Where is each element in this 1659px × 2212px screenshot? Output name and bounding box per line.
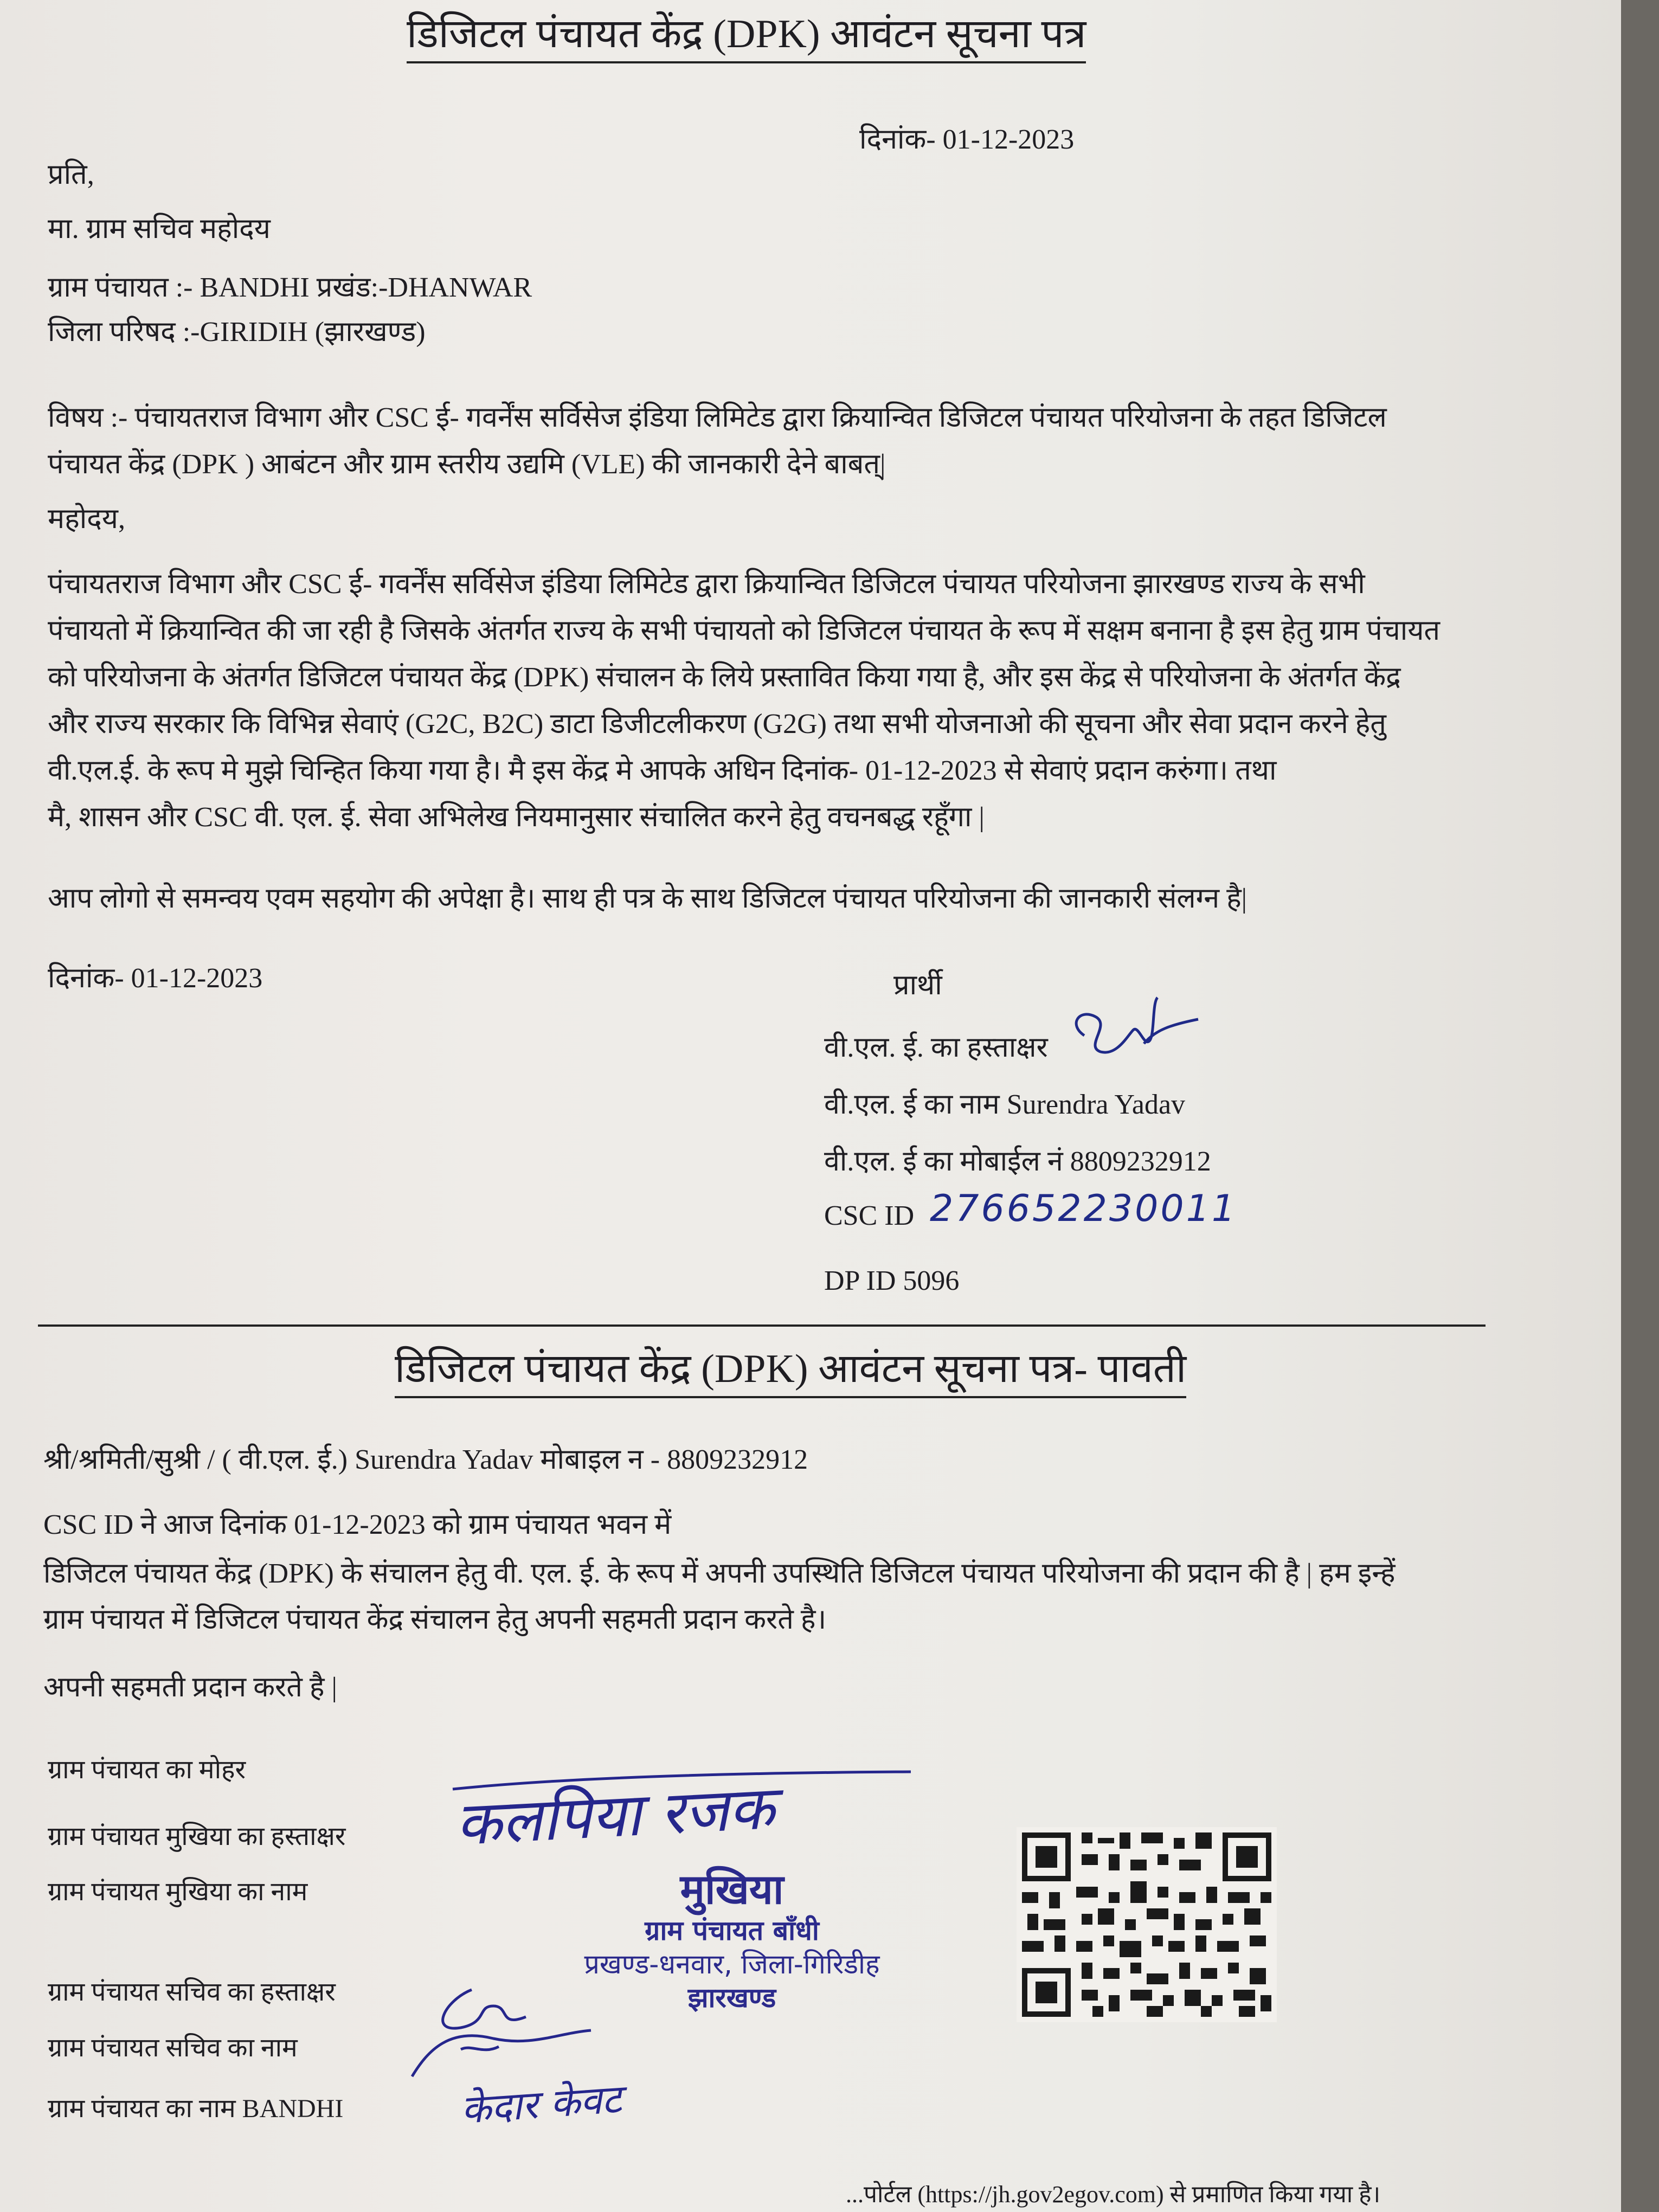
mukhiya-name-label: ग्राम पंचायत मुखिया का नाम bbox=[48, 1877, 308, 1906]
subject-line: विषय :- पंचायतराज विभाग और CSC ई- गवर्नेंस सर्विसेज इंडिया लिमिटेड द्वारा क्रियान्वित डिजिटल पंचायत परियोजना के तहत डिजिटल bbox=[48, 402, 1387, 433]
receipt-line-1: श्री/श्रमिती/सुश्री / ( वी.एल. ई.) Surendra Yadav मोबाइल न - 8809232912 bbox=[43, 1444, 808, 1475]
applicant-label: प्रार्थी bbox=[893, 970, 942, 1001]
page-title: डिजिटल पंचायत केंद्र (DPK) आवंटन सूचना पत्र bbox=[407, 4, 1086, 63]
salutation: महोदय, bbox=[48, 504, 125, 535]
date-bottom: दिनांक- 01-12-2023 bbox=[48, 963, 263, 994]
mukhiya-signature: कलपिया रजक bbox=[454, 1772, 776, 1859]
qr-code bbox=[1017, 1827, 1277, 2022]
district-line: जिला परिषद :-GIRIDIH (झारखण्ड) bbox=[48, 317, 426, 348]
sachiv-sign-label: ग्राम पंचायत सचिव का हस्ताक्षर bbox=[48, 1978, 336, 2007]
seal-label: ग्राम पंचायत का मोहर bbox=[48, 1756, 246, 1784]
stamp-line-4: झारखण्ड bbox=[687, 1982, 776, 2014]
panchayat-name: ग्राम पंचायत का नाम BANDHI bbox=[48, 2094, 344, 2123]
vle-signature bbox=[1063, 992, 1209, 1073]
stamp-line-3: प्रखण्ड-धनवार, जिला-गिरिडीह bbox=[584, 1949, 880, 1980]
vle-sign-label: वी.एल. ई. का हस्ताक्षर bbox=[824, 1032, 1048, 1063]
date-top: दिनांक- 01-12-2023 bbox=[859, 124, 1075, 155]
sachiv-name-handwritten: केदार केवट bbox=[459, 2075, 623, 2133]
body-line: को परियोजना के अंतर्गत डिजिटल पंचायत केंद्र (DPK) संचालन के लिये प्रस्तावित किया गया है, और इस केंद्र से परियोजना के अंतर्गत केंद्र bbox=[48, 662, 1401, 693]
vle-name: वी.एल. ई का नाम Surendra Yadav bbox=[824, 1089, 1186, 1120]
receipt-line-5: अपनी सहमती प्रदान करते है | bbox=[43, 1672, 337, 1703]
csc-id-label: CSC ID bbox=[824, 1200, 915, 1231]
sachiv-name-label: ग्राम पंचायत सचिव का नाम bbox=[48, 2034, 298, 2062]
body-line: और राज्य सरकार कि विभिन्न सेवाएं (G2C, B2C) डाटा डिजीटलीकरण (G2G) तथा सभी योजनाओ की सूचना और सेवा प्रदान करने हेतु bbox=[48, 709, 1386, 740]
dp-id: DP ID 5096 bbox=[824, 1265, 960, 1296]
body-paragraph bbox=[48, 561, 1440, 841]
receipt-line-2: CSC ID ने आज दिनांक 01-12-2023 को ग्राम पंचायत भवन में bbox=[43, 1509, 672, 1540]
receipt-line-4: ग्राम पंचायत में डिजिटल पंचायत केंद्र संचालन हेतु अपनी सहमती प्रदान करते है। bbox=[43, 1604, 827, 1635]
mukhiya-sign-label: ग्राम पंचायत मुखिया का हस्ताक्षर bbox=[48, 1822, 346, 1851]
gram-panchayat-line: ग्राम पंचायत :- BANDHI प्रखंड:-DHANWAR bbox=[48, 272, 532, 303]
prati: प्रति, bbox=[48, 159, 94, 190]
table-edge bbox=[1621, 0, 1659, 2212]
addressee: मा. ग्राम सचिव महोदय bbox=[48, 214, 271, 245]
mukhiya-signature-line bbox=[450, 1767, 916, 1800]
footer-note: ...पोर्टल (https://jh.gov2egov.com) से प्रमाणित किया गया है। bbox=[846, 2181, 1381, 2208]
receipt-title: डिजिटल पंचायत केंद्र (DPK) आवंटन सूचना पत्र- पावती bbox=[395, 1339, 1186, 1398]
csc-id-handwritten: 276652230011 bbox=[930, 1187, 1238, 1230]
cooperation-line: आप लोगो से समन्वय एवम सहयोग की अपेक्षा है। साथ ही पत्र के साथ डिजिटल पंचायत परियोजना की जानकारी संलग्न है| bbox=[48, 883, 1248, 914]
subject-block bbox=[48, 395, 1387, 488]
body-line: पंचायतराज विभाग और CSC ई- गवर्नेंस सर्विसेज इंडिया लिमिटेड द्वारा क्रियान्वित डिजिटल पंचायत परियोजना झारखण्ड राज्य के सभी bbox=[48, 569, 1365, 600]
stamp-line-1: मुखिया bbox=[680, 1865, 784, 1913]
body-line: वी.एल.ई. के रूप मे मुझे चिन्हित किया गया है। मै इस केंद्र मे आपके अधिन दिनांक- 01-12-2023 से सेवाएं प्रदान करुंगा। तथा bbox=[48, 755, 1277, 786]
section-divider bbox=[38, 1324, 1486, 1327]
receipt-line-3: डिजिटल पंचायत केंद्र (DPK) के संचालन हेतु वी. एल. ई. के रूप में अपनी उपस्थिति डिजिटल पंचायत परियोजना की प्रदान की है | हम इन्हें bbox=[43, 1558, 1396, 1589]
vle-mobile: वी.एल. ई का मोबाईल नं 8809232912 bbox=[824, 1146, 1211, 1177]
body-line: पंचायतो में क्रियान्वित की जा रही है जिसके अंतर्गत राज्य के सभी पंचायतो को डिजिटल पंचायत के रूप में सक्षम बनाना है इस हेतु ग्राम पंचायत bbox=[48, 615, 1441, 646]
body-line: मै, शासन और CSC वी. एल. ई. सेवा अभिलेख नियमानुसार संचालित करने हेतु वचनबद्ध रहूँगा | bbox=[48, 802, 985, 833]
stamp-line-2: ग्राम पंचायत बाँधी bbox=[645, 1915, 819, 1946]
sachiv-signature-scribble bbox=[396, 1984, 623, 2087]
subject-line: पंचायत केंद्र (DPK ) आबंटन और ग्राम स्तरीय उद्यमि (VLE) की जानकारी देने बाबत्| bbox=[48, 449, 886, 480]
